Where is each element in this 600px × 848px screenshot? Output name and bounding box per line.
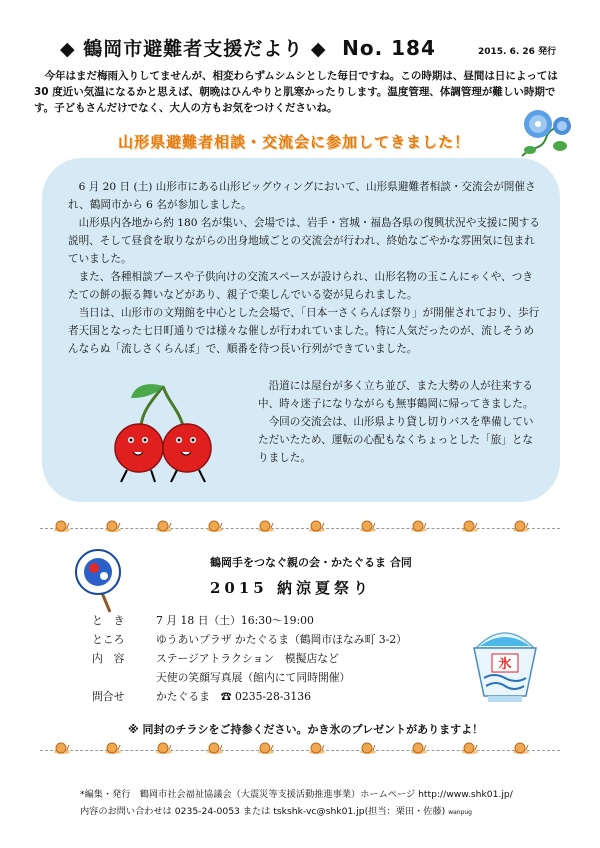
snail-icon — [309, 742, 325, 754]
snail-icon — [258, 742, 274, 754]
footer-contact — [80, 803, 472, 817]
snail-icon — [207, 520, 223, 532]
info-row-content-2: 天使の笑顔写真展（館内にて同時開催） — [156, 671, 351, 684]
newsletter-title — [60, 34, 436, 61]
snail-icon — [258, 520, 274, 532]
cherry-mascot-icon — [105, 378, 225, 488]
footer-contact-text: 内容のお問い合わせは 0235-24-0053 または tskshk-vc@shk01.jp(担当：栗田・佐藤) — [80, 806, 446, 817]
event-title: 2015 納涼夏祭り — [210, 579, 372, 597]
snail-icon — [207, 742, 223, 754]
snail-icon — [156, 742, 172, 754]
snail-icon — [411, 742, 427, 754]
report-paragraph: また、各種相談ブースや子供向けの交流スペースが設けられ、山形名物の玉こんにゃくや、つきたての餅の振る舞いなどがあり、親子で楽しんでいる姿が見られました。 — [68, 271, 533, 301]
snail-icon — [360, 742, 376, 754]
report-paragraph: 当日は、山形市の文翔館を中心とした会場で、「日本一さくらんぼ祭り」が開催されており、歩行者天国となった七日町通りでは様々な催しが行われていました。特に人気だったのが、流しそうめんならぬ「流しさくらんぼ」で、順番を待つ長い行列ができていました。 — [68, 307, 540, 355]
morning-glory-icon — [516, 106, 574, 160]
report-heading: 山形県避難者相談・交流会に参加してきました！ — [118, 133, 471, 151]
snail-icon — [411, 520, 427, 532]
event-info — [92, 611, 407, 706]
snail-icon — [156, 520, 172, 532]
shaved-ice-icon — [466, 618, 544, 708]
kakigori-label: 氷 — [498, 657, 512, 672]
title-text: ◆ 鶴岡市避難者支援だより ◆ — [60, 38, 327, 60]
footer-publisher: *編集・発行 鶴岡市社会福祉協議会（大震災等支援活動推進事業）ホームページ http://www.shk01.jp/ — [80, 789, 513, 800]
report-body — [68, 178, 540, 358]
event-note: ※ 同封のチラシをご持参ください。かき氷のプレゼントがありますよ！ — [128, 723, 484, 736]
snail-icon — [105, 742, 121, 754]
snail-icon — [462, 520, 478, 532]
report-paragraph: 今回の交流会は、山形県より貸し切りバスを準備していただいたため、運転の心配もなくちょっとした「旅」となりました。 — [258, 416, 534, 464]
snail-icon — [513, 742, 529, 754]
info-row-time: と き 7 月 18 日（土）16:30〜19:00 — [92, 614, 314, 627]
snail-icon — [513, 520, 529, 532]
snail-icon — [309, 520, 325, 532]
info-row-content: 内 容 ステージアトラクション 模擬店など — [92, 652, 339, 665]
snail-icon — [54, 742, 70, 754]
info-row-contact: 問合せ かたぐるま ☎ 0235-28-3136 — [92, 690, 311, 703]
info-row-place: ところ ゆうあいプラザ かたぐるま（鶴岡市ほなみ町 3-2） — [92, 633, 407, 646]
snail-icon — [360, 520, 376, 532]
footer-credit: wanpug — [448, 809, 472, 816]
report-paragraph: 6 月 20 日 (土) 山形市にある山形ビッグウィングにおいて、山形県避難者相談・交流会が開催され、鶴岡市から 6 名が参加しました。 — [68, 181, 536, 211]
snail-icon — [54, 520, 70, 532]
report-body-right — [258, 377, 538, 467]
issue-number: No. 184 — [342, 36, 436, 60]
report-paragraph: 沿道には屋台が多く立ち並び、また大勢の人が往来する中、時々迷子になりながらも無事鶴岡に帰ってきました。 — [258, 380, 534, 410]
event-organizer: 鶴岡手をつなぐ親の会・かたぐるま 合同 — [210, 556, 412, 569]
uchiwa-fan-icon — [72, 548, 128, 614]
snail-icon — [105, 520, 121, 532]
report-paragraph: 山形県内各地から約 180 名が集い、会場では、岩手・宮城・福島各県の復興状況や支援に関する説明、そして昼食を取りながらの出身地域ごとの交流会が行われ、終始なごやかな雰囲気に包まれていました。 — [68, 217, 540, 265]
issue-date: 2015. 6. 26 発行 — [478, 47, 557, 57]
snail-icon — [462, 742, 478, 754]
intro-paragraph: 今年はまだ梅雨入りしてませんが、相変わらずムシムシとした毎日ですね。この時期は、昼間は日によっては 30 度近い気温になるかと思えば、朝晩はひんやりと肌寒かったりします。温度管理、体調管理が難しい時期です。子どもさんだけでなく、大人の方もお気をつけくださいね。 — [34, 70, 558, 114]
